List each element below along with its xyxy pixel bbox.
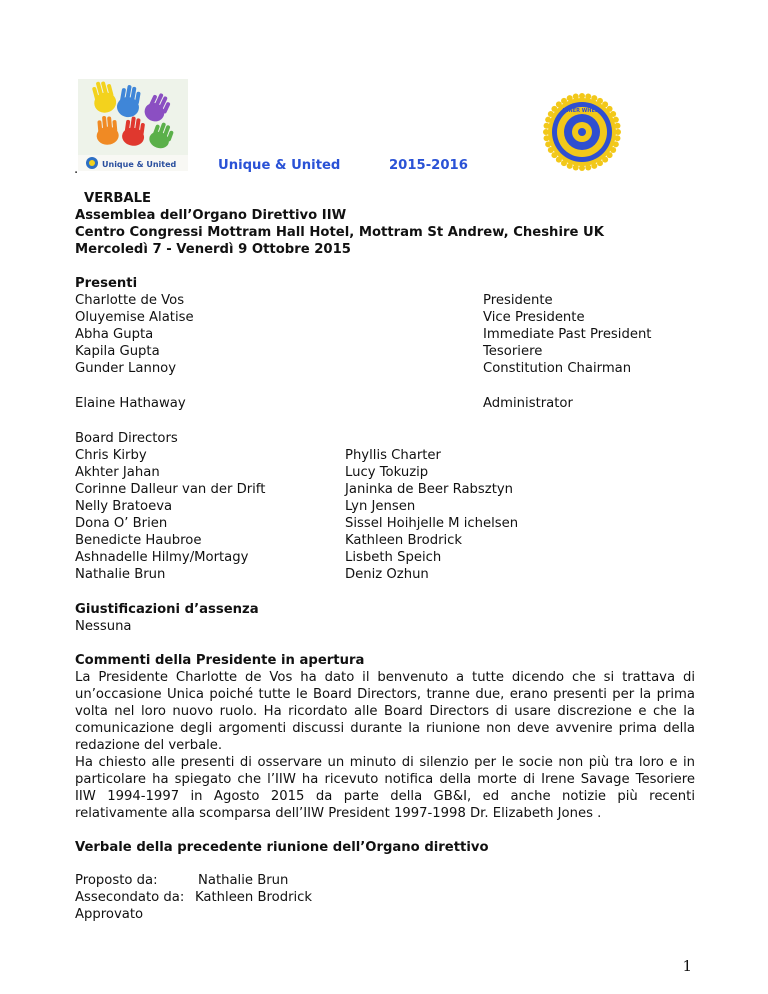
board-left-list [75, 447, 265, 583]
minutes-heading: Verbale della precedente riunione dell’Organo direttivo [75, 840, 489, 855]
header-years: 2015-2016 [389, 158, 468, 173]
board-director: Nathalie Brun [75, 567, 166, 582]
officer-name: Kapila Gupta [75, 344, 160, 359]
officer-role: Tesoriere [483, 344, 543, 359]
board-heading: Board Directors [75, 431, 178, 446]
header-bullet: . [74, 162, 79, 177]
admin-role: Administrator [483, 396, 573, 411]
admin-name: Elaine Hathaway [75, 396, 186, 411]
officer-name: Gunder Lannoy [75, 361, 177, 376]
title-assembly: Assemblea dell’Organo Direttivo IIW [75, 208, 347, 223]
proposed-label: Proposto da: [75, 873, 158, 888]
officer-role: Vice Presidente [483, 310, 585, 325]
board-director: Akhter Jahan [75, 465, 160, 480]
title-verbale: VERBALE [84, 191, 152, 206]
officer-role: Presidente [483, 293, 553, 308]
officer-name: Charlotte de Vos [75, 293, 185, 308]
opening-heading: Commenti della Presidente in apertura [75, 653, 365, 668]
officer-name: Abha Gupta [75, 327, 154, 342]
officer-role: Constitution Chairman [483, 361, 632, 376]
unique-united-logo [78, 79, 188, 171]
seal-graphic [542, 92, 622, 172]
approved-text: Approvato [75, 907, 144, 922]
officer-role: Immediate Past President [483, 327, 652, 342]
board-director: Janinka de Beer Rabsztyn [345, 482, 514, 497]
board-director: Phyllis Charter [345, 448, 441, 463]
board-director: Benedicte Haubroe [75, 533, 202, 548]
officers-names [75, 292, 194, 377]
header-motto: Unique & United [218, 158, 341, 173]
title-dates: Mercoledì 7 - Venerdì 9 Ottobre 2015 [75, 242, 351, 257]
board-director: Lucy Tokuzip [345, 465, 429, 480]
opening-paragraph-1: La Presidente Charlotte de Vos ha dato il benvenuto a tutte dicendo che si trattava di un’occasione Unica poiché tutte le Board Directors, tranne due, erano presenti per la prima volta nel loro nuovo ruolo. Ha ricordato alle Board Directors di usare discrezione e che la comunicazione degli argomenti discussi durante la riunione non deve avvenire prima della redazione del verbale. [75, 670, 695, 753]
absences-text: Nessuna [75, 619, 132, 634]
seconded-value: Kathleen Brodrick [195, 890, 313, 905]
board-director: Chris Kirby [75, 448, 147, 463]
board-right-list [345, 447, 518, 583]
opening-paragraph-2: Ha chiesto alle presenti di osservare un minuto di silenzio per le socie non più tra loro e in particolare ha spiegato che l’IIW ha ricevuto notifica della morte di Irene Savage Tesoriere IIW 1994-1997 in Agosto 2015 da parte della GB&I, ed anche notizie più recenti relativamente alla scomparsa dell’IIW President 1997-1998 Dr. Elizabeth Jones . [75, 755, 695, 821]
board-director: Corinne Dalleur van der Drift [75, 482, 266, 497]
board-director: Sissel Hoihjelle M ichelsen [345, 516, 519, 531]
officer-name: Oluyemise Alatise [75, 310, 194, 325]
board-director: Nelly Bratoeva [75, 499, 173, 514]
seconded-label: Assecondato da: [75, 890, 185, 905]
logo-caption: Unique & United [102, 160, 177, 169]
page-number: 1 [682, 957, 692, 975]
board-director: Lisbeth Speich [345, 550, 442, 565]
hands-logo-graphic [78, 79, 188, 171]
board-director: Deniz Ozhun [345, 567, 429, 582]
title-venue: Centro Congressi Mottram Hall Hotel, Mottram St Andrew, Cheshire UK [75, 225, 604, 240]
board-director: Kathleen Brodrick [345, 533, 463, 548]
board-director: Dona O’ Brien [75, 516, 168, 531]
officers-roles [483, 292, 651, 377]
present-heading: Presenti [75, 276, 138, 291]
seal-text: INNER WHEEL [562, 108, 602, 114]
board-director: Ashnadelle Hilmy/Mortagy [75, 550, 249, 565]
proposed-value: Nathalie Brun [198, 873, 289, 888]
board-director: Lyn Jensen [345, 499, 416, 514]
inner-wheel-seal-logo [542, 92, 622, 172]
absences-heading: Giustificazioni d’assenza [75, 602, 259, 617]
